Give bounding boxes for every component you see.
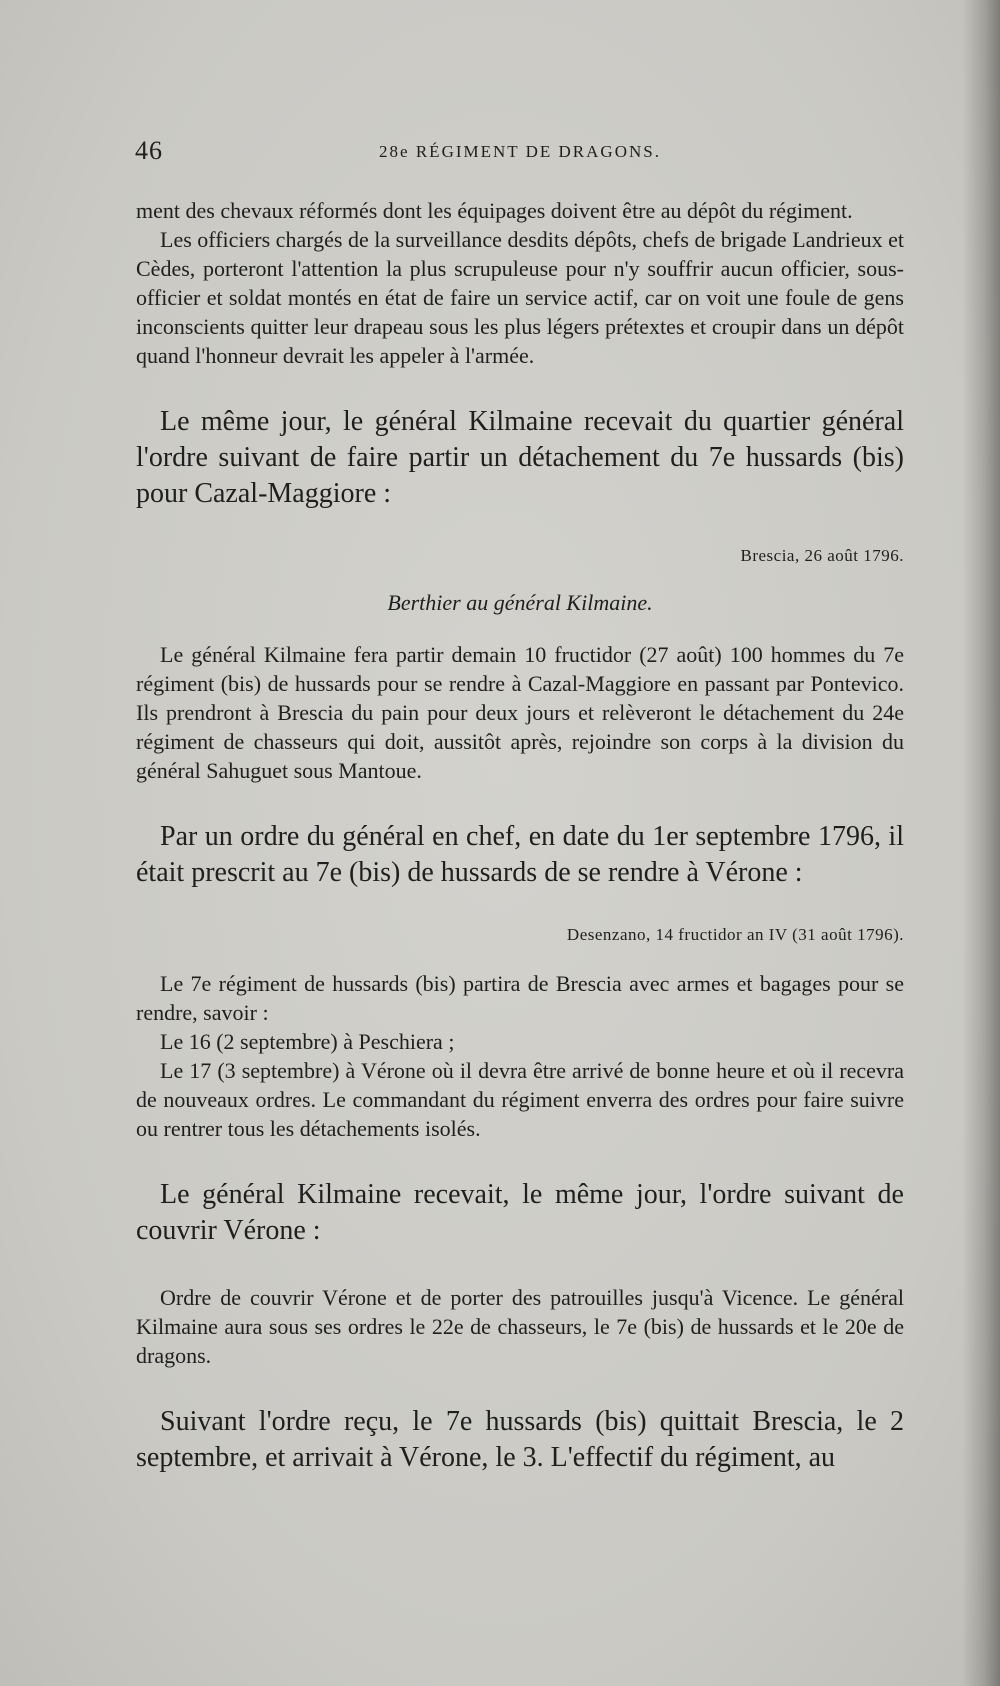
page-header xyxy=(135,136,905,166)
paragraph-8: Le 17 (3 septembre) à Vérone où il devra être arrivé de bonne heure et où il recevra de nouveaux ordres. Le commandant du régiment enverra des ordres pour faire suivre ou rentrer tous les détachements isolés. xyxy=(136,1058,904,1141)
page-number: 46 xyxy=(135,136,163,165)
paragraph-10: Ordre de couvrir Vérone et de porter des patrouilles jusqu'à Vicence. Le général Kilmaine aura sous ses ordres le 22e de chasseurs, le 7e (bis) de hussards et le 20e de dragons. xyxy=(136,1285,904,1368)
paragraph-7: Le 16 (2 septembre) à Peschiera ; xyxy=(160,1029,455,1054)
signature-berthier: Berthier au général Kilmaine. xyxy=(387,590,653,615)
paragraph-5: Par un ordre du général en chef, en date du 1er septembre 1796, il était prescrit au 7e (bis) de hussards de se rendre à Vérone : xyxy=(136,821,904,888)
running-title: 28e RÉGIMENT DE DRAGONS. xyxy=(379,142,661,161)
page-gutter-shadow xyxy=(962,0,1000,1686)
paragraph-11: Suivant l'ordre reçu, le 7e hussards (bis) quittait Brescia, le 2 septembre, et arrivait à Vérone, le 3. L'effectif du régiment, au xyxy=(136,1406,904,1473)
paragraph-1: ment des chevaux réformés dont les équipages doivent être au dépôt du régiment. xyxy=(136,198,853,223)
paragraph-2: Les officiers chargés de la surveillance desdits dépôts, chefs de brigade Landrieux et Cèdes, porteront l'attention la plus scrupuleuse pour n'y souffrir aucun officier, sous-officier et soldat montés en état de faire un service actif, car on voit une foule de gens inconscients quitter leur drapeau sous les plus légers prétextes et croupir dans un dépôt quand l'honneur devrait les appeler à l'armée. xyxy=(136,227,904,368)
page-body xyxy=(136,196,904,1476)
dateline-brescia: Brescia, 26 août 1796. xyxy=(740,546,904,565)
paragraph-6: Le 7e régiment de hussards (bis) partira de Brescia avec armes et bagages pour se rendre, savoir : xyxy=(136,971,904,1025)
paragraph-9: Le général Kilmaine recevait, le même jour, l'ordre suivant de couvrir Vérone : xyxy=(136,1179,904,1246)
paragraph-4: Le général Kilmaine fera partir demain 10 fructidor (27 août) 100 hommes du 7e régiment (bis) de hussards pour se rendre à Cazal-Maggiore en passant par Pontevico. Ils prendront à Brescia du pain pour deux jours et relèveront le détachement du 24e régiment de chasseurs qui doit, aussitôt après, rejoindre son corps à la division du général Sahuguet sous Mantoue. xyxy=(136,642,904,783)
dateline-desenzano: Desenzano, 14 fructidor an IV (31 août 1796). xyxy=(566,925,904,944)
paragraph-3: Le même jour, le général Kilmaine recevait du quartier général l'ordre suivant de faire partir un détachement du 7e hussards (bis) pour Cazal-Maggiore : xyxy=(136,406,904,509)
